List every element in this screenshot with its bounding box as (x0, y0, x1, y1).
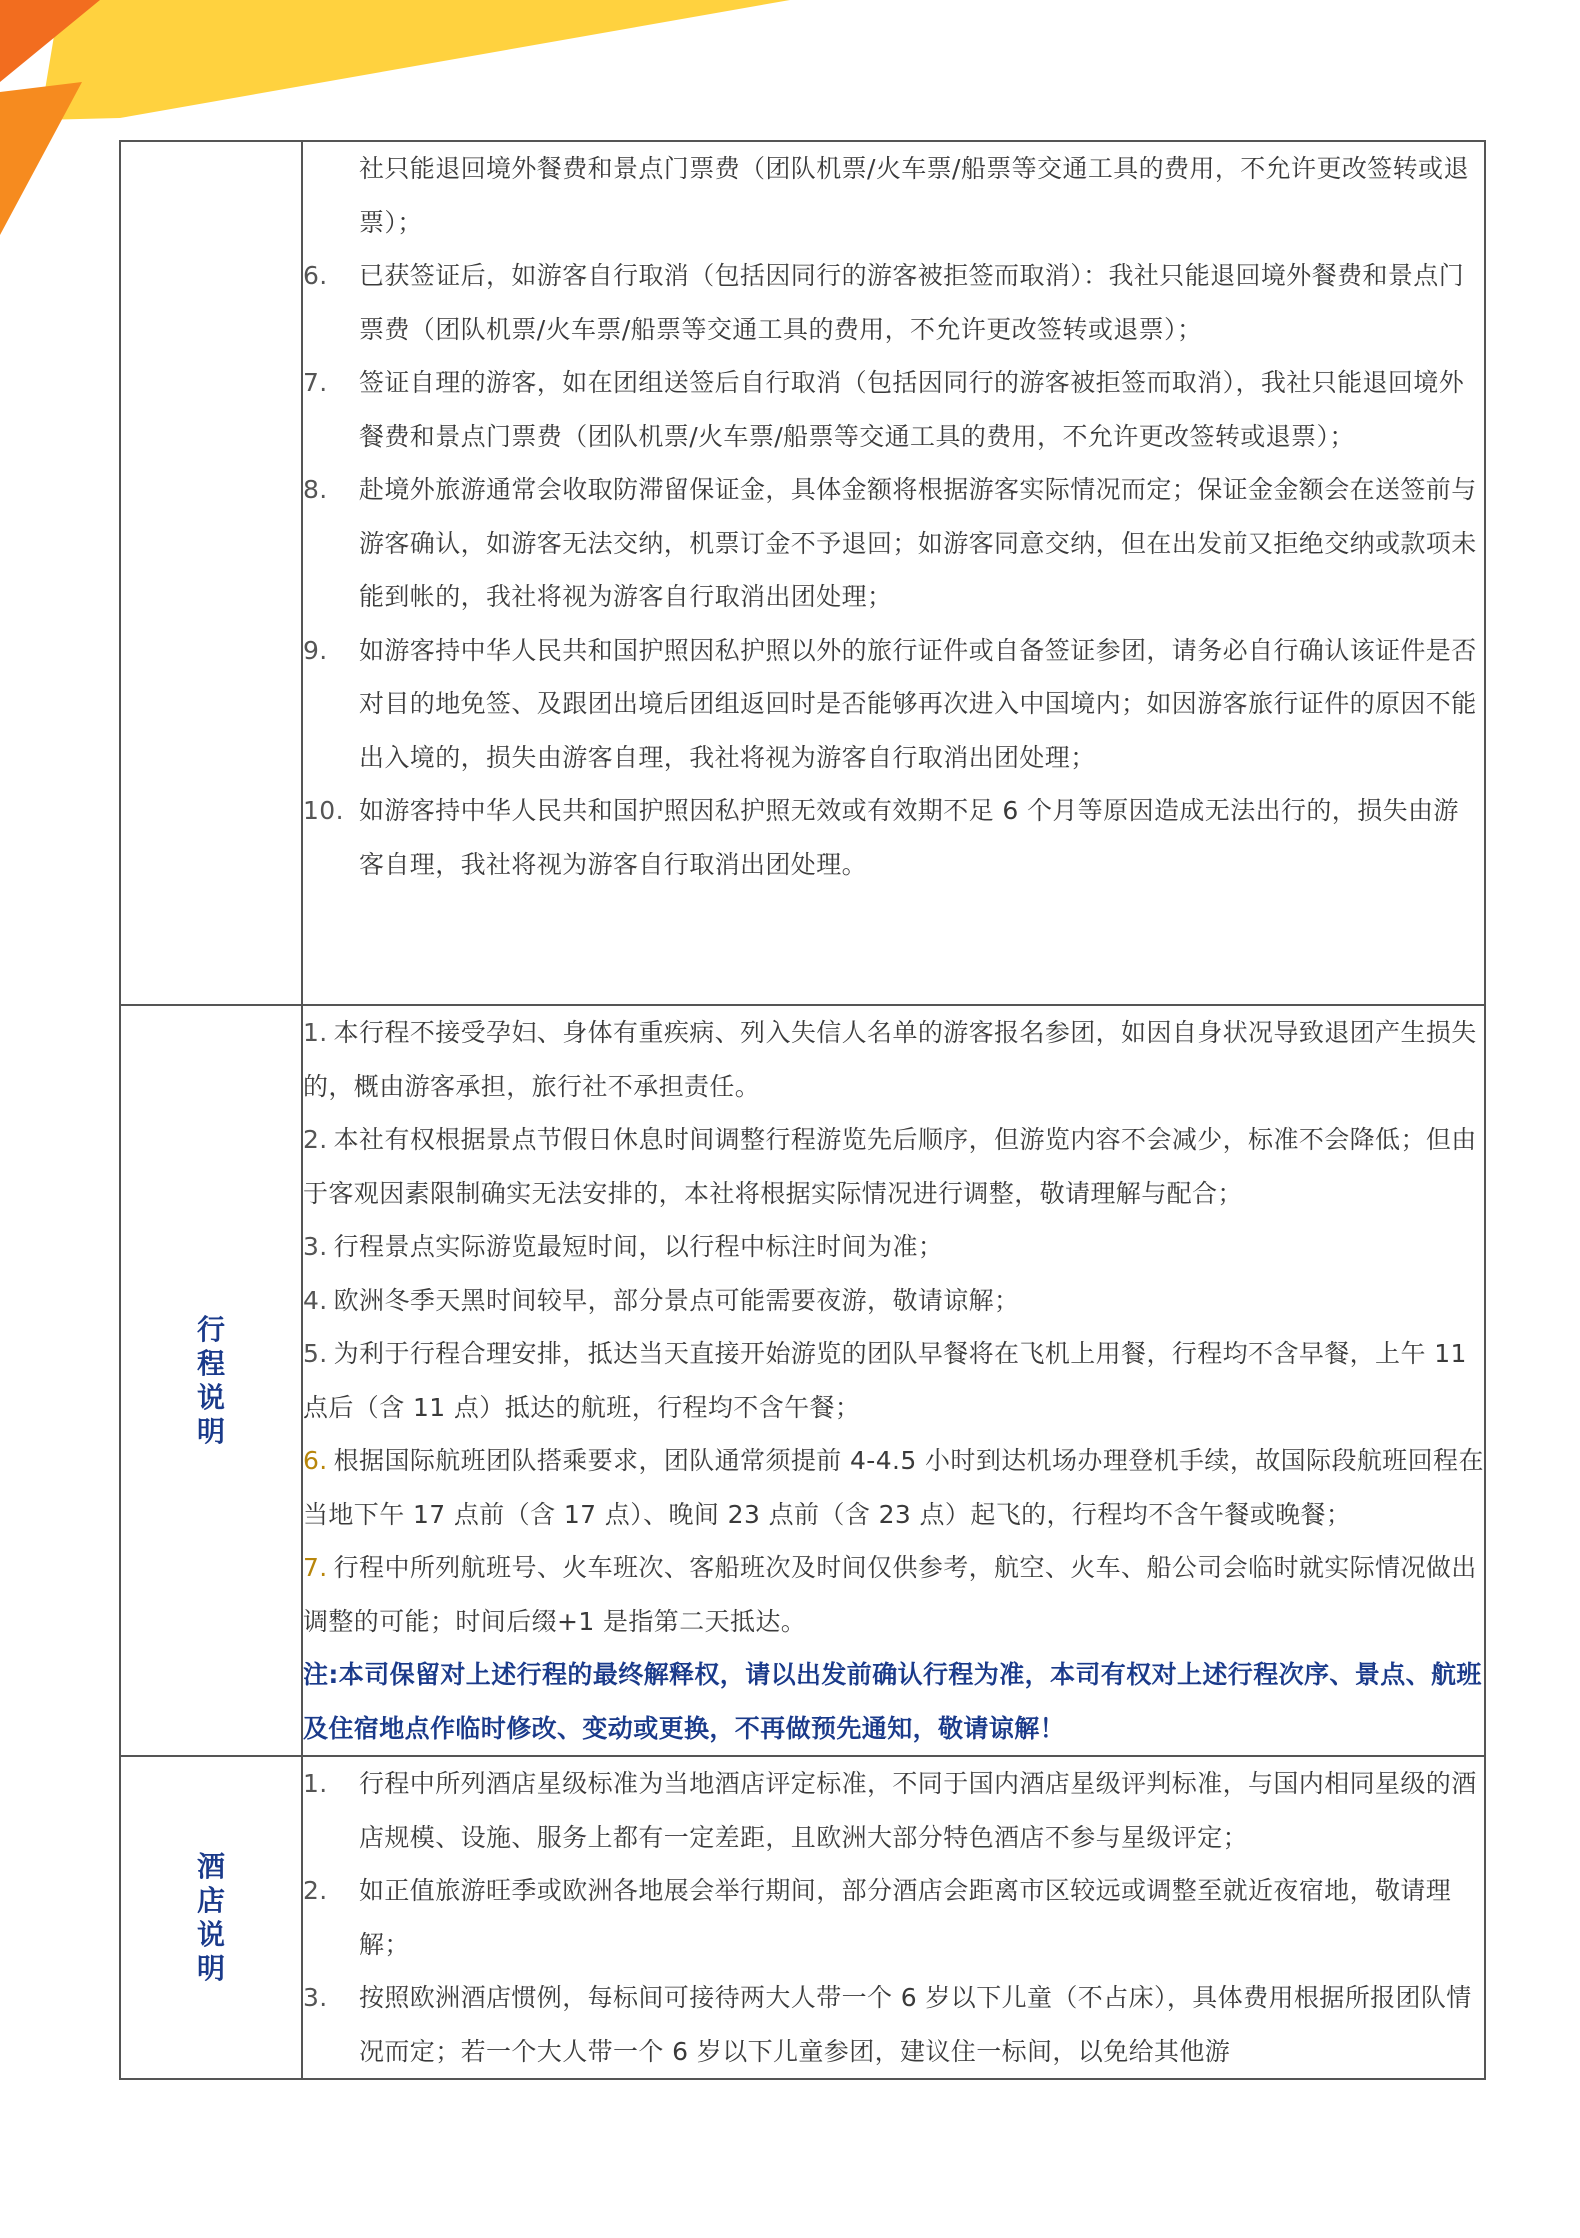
item-number: 3. (303, 1983, 328, 2012)
list-item (303, 1274, 1484, 1328)
itinerary-label: 行程说明 (196, 1312, 225, 1448)
item-text: 赴境外旅游通常会收取防滞留保证金，具体金额将根据游客实际情况而定；保证金金额会在送签前与游客确认，如游客无法交纳，机票订金不予退回；如游客同意交纳，但在出发前又拒绝交纳或款项未能到帐的，我社将视为游客自行取消出团处理； (359, 475, 1477, 611)
continued-content (302, 141, 1485, 1005)
item-number: 7. (303, 368, 328, 397)
hotel-label-cell (120, 1756, 302, 2079)
item-text: 行程景点实际游览最短时间，以行程中标注时间为准； (333, 1232, 944, 1261)
item-text: 如游客持中华人民共和国护照因私护照无效或有效期不足 6 个月等原因造成无法出行的，损失由游客自理，我社将视为游客自行取消出团处理。 (359, 796, 1459, 879)
item-text: 欧洲冬季天黑时间较早，部分景点可能需要夜游，敬请谅解； (333, 1285, 1020, 1315)
row-continued (120, 141, 1485, 1005)
terms-table (119, 140, 1486, 2080)
item-number: 3. (303, 1232, 328, 1261)
item-text: 按照欧洲酒店惯例，每标间可接待两大人带一个 6 岁以下儿童（不占床），具体费用根据所报团队情况而定；若一个大人带一个 6 岁以下儿童参团，建议住一标间，以免给其他游 (359, 1983, 1472, 2066)
list-item (303, 1541, 1484, 1648)
item-number: 1. (303, 1769, 328, 1798)
hotel-content (302, 1756, 1485, 2079)
item-text: 为利于行程合理安排，抵达当天直接开始游览的团队早餐将在飞机上用餐，行程均不含早餐，上午 11 点后（含 11 点）抵达的航班，行程均不含午餐； (303, 1339, 1467, 1422)
item-text: 本社有权根据景点节假日休息时间调整行程游览先后顺序，但游览内容不会减少，标准不会降低；但由于客观因素限制确实无法安排的，本社将根据实际情况进行调整，敬请理解与配合； (303, 1125, 1477, 1208)
list-item (303, 784, 1484, 891)
item-text: 行程中所列航班号、火车班次、客船班次及时间仅供参考，航空、火车、船公司会临时就实际情况做出调整的可能；时间后缀+1 是指第二天抵达。 (303, 1553, 1477, 1636)
item-text: 如正值旅游旺季或欧洲各地展会举行期间，部分酒店会距离市区较远或调整至就近夜宿地，敬请理解； (359, 1876, 1452, 1959)
item-number: 6. (303, 261, 328, 290)
row-hotel (120, 1756, 1485, 2079)
disclaimer-note: 注:本司保留对上述行程的最终解释权，请以出发前确认行程为准，本司有权对上述行程次序、景点、航班及住宿地点作临时修改、变动或更换，不再做预先通知，敬请谅解！ (303, 1660, 1482, 1743)
item-text: 签证自理的游客，如在团组送签后自行取消（包括因同行的游客被拒签而取消），我社只能退回境外餐费和景点门票费（团队机票/火车票/船票等交通工具的费用，不允许更改签转或退票）； (359, 368, 1465, 451)
list-item (303, 1113, 1484, 1220)
list-item (303, 1757, 1484, 1864)
item-number: 10. (303, 796, 344, 825)
yellow-stripe (40, 0, 790, 120)
list-item (303, 1220, 1484, 1274)
item-text: 社只能退回境外餐费和景点门票费（团队机票/火车票/船票等交通工具的费用，不允许更改签转或退票）； (359, 154, 1469, 237)
list-item (303, 249, 1484, 356)
item-number: 8. (303, 475, 328, 504)
item-text: 已获签证后，如游客自行取消（包括因同行的游客被拒签而取消）：我社只能退回境外餐费和景点门票费（团队机票/火车票/船票等交通工具的费用，不允许更改签转或退票）； (359, 261, 1465, 344)
item-text: 如游客持中华人民共和国护照因私护照以外的旅行证件或自备签证参团，请务必自行确认该证件是否对目的地免签、及跟团出境后团组返回时是否能够再次进入中国境内；如因游客旅行证件的原因不能出入境的，损失由游客自理，我社将视为游客自行取消出团处理； (359, 635, 1477, 772)
orange-stripe (0, 82, 82, 235)
item-text: 根据国际航班团队搭乘要求，团队通常须提前 4-4.5 小时到达机场办理登机手续，故国际段航班回程在当地下午 17 点前（含 17 点）、晚间 23 点前（含 23 点）起飞的，行程均不含午餐或晚餐； (303, 1446, 1484, 1529)
list-item (303, 624, 1484, 785)
item-number: 2. (303, 1125, 328, 1154)
list-item (303, 1971, 1484, 2078)
item-number: 2. (303, 1876, 328, 1905)
item-number: 7. (303, 1553, 328, 1582)
item-number: 4. (303, 1285, 328, 1315)
list-item (303, 1327, 1484, 1434)
item-number: 6. (303, 1446, 328, 1475)
row-itinerary (120, 1005, 1485, 1756)
list-item (303, 1434, 1484, 1541)
list-item (303, 356, 1484, 463)
item-number: 1. (303, 1018, 328, 1047)
list-item (303, 1006, 1484, 1113)
item-number: 5. (303, 1339, 328, 1368)
itinerary-content (302, 1005, 1485, 1756)
hotel-label: 酒店说明 (196, 1849, 225, 1985)
list-item (303, 142, 1484, 249)
list-item (303, 463, 1484, 624)
item-text: 行程中所列酒店星级标准为当地酒店评定标准，不同于国内酒店星级评判标准，与国内相同星级的酒店规模、设施、服务上都有一定差距，且欧洲大部分特色酒店不参与星级评定； (359, 1769, 1477, 1852)
item-text: 本行程不接受孕妇、身体有重疾病、列入失信人名单的游客报名参团，如因自身状况导致退团产生损失的，概由游客承担，旅行社不承担责任。 (303, 1018, 1477, 1101)
item-number: 9. (303, 635, 328, 665)
label-cell-empty (120, 141, 302, 1005)
orange-triangle (0, 0, 100, 82)
list-item (303, 1864, 1484, 1971)
itinerary-label-cell (120, 1005, 302, 1756)
